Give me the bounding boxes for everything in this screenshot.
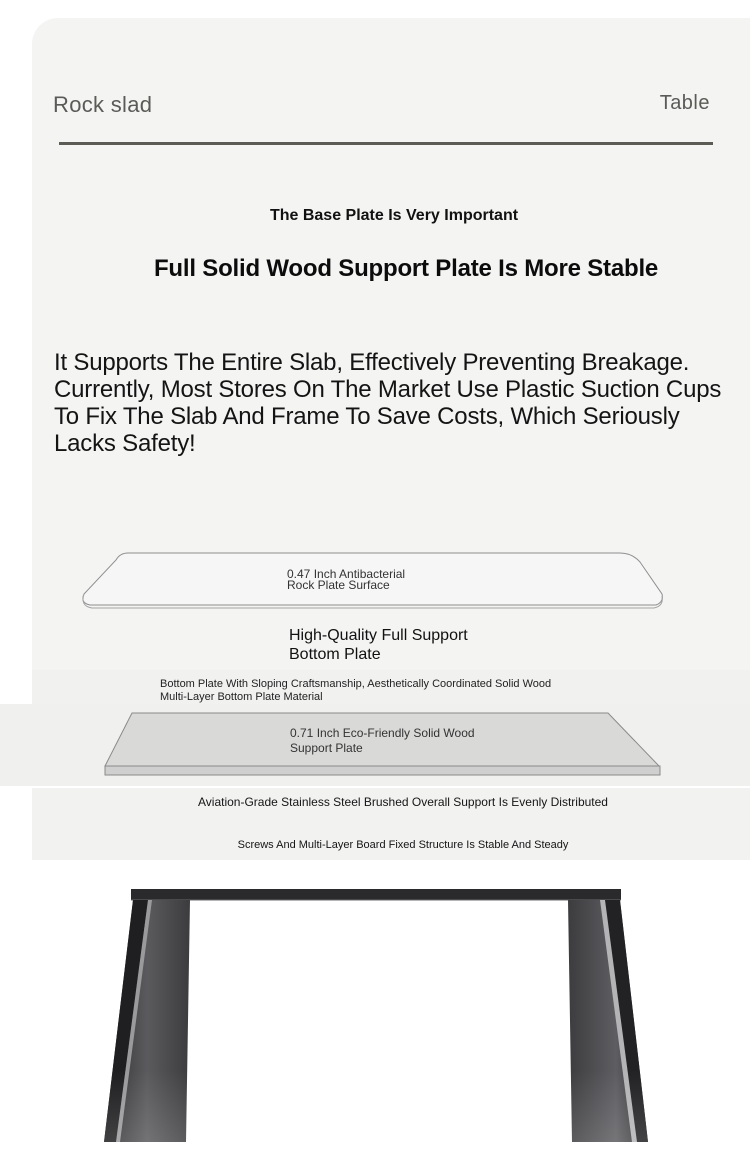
rock-plate-label-1: 0.47 Inch Antibacterial <box>287 567 406 581</box>
support-caption-1: Aviation-Grade Stainless Steel Brushed Overall Support Is Evenly Distributed <box>198 795 608 809</box>
craft-note-2: Multi-Layer Bottom Plate Material <box>160 691 323 703</box>
header-divider <box>59 142 713 145</box>
support-plate-heading-1: High-Quality Full Support <box>289 627 468 644</box>
category-label: Rock slad <box>53 92 153 117</box>
description-text: It Supports The Entire Slab, Effectively Preventing Breakage. Currently, Most Stores On The Market Use Plastic Suction Cups To Fix The Slab And Frame To Save Costs, Which Seriously Lacks Safety! <box>54 349 722 457</box>
wood-plate-label-2: Support Plate <box>290 741 363 755</box>
support-caption-2: Screws And Multi-Layer Board Fixed Structure Is Stable And Steady <box>237 839 569 851</box>
section-subheading: The Base Plate Is Very Important <box>269 207 519 224</box>
table-frame-illustration <box>0 870 750 1171</box>
craft-note-1: Bottom Plate With Sloping Craftsmanship, Aesthetically Coordinated Solid Wood <box>160 678 552 690</box>
wood-plate-label-1: 0.71 Inch Eco-Friendly Solid Wood <box>290 726 475 740</box>
wood-plate-illustration <box>104 712 662 778</box>
section-heading: Full Solid Wood Support Plate Is More Stable <box>153 255 659 282</box>
product-label: Table <box>659 92 710 114</box>
rock-plate-label-2: Rock Plate Surface <box>287 578 390 592</box>
support-plate-heading-2: Bottom Plate <box>289 646 381 663</box>
